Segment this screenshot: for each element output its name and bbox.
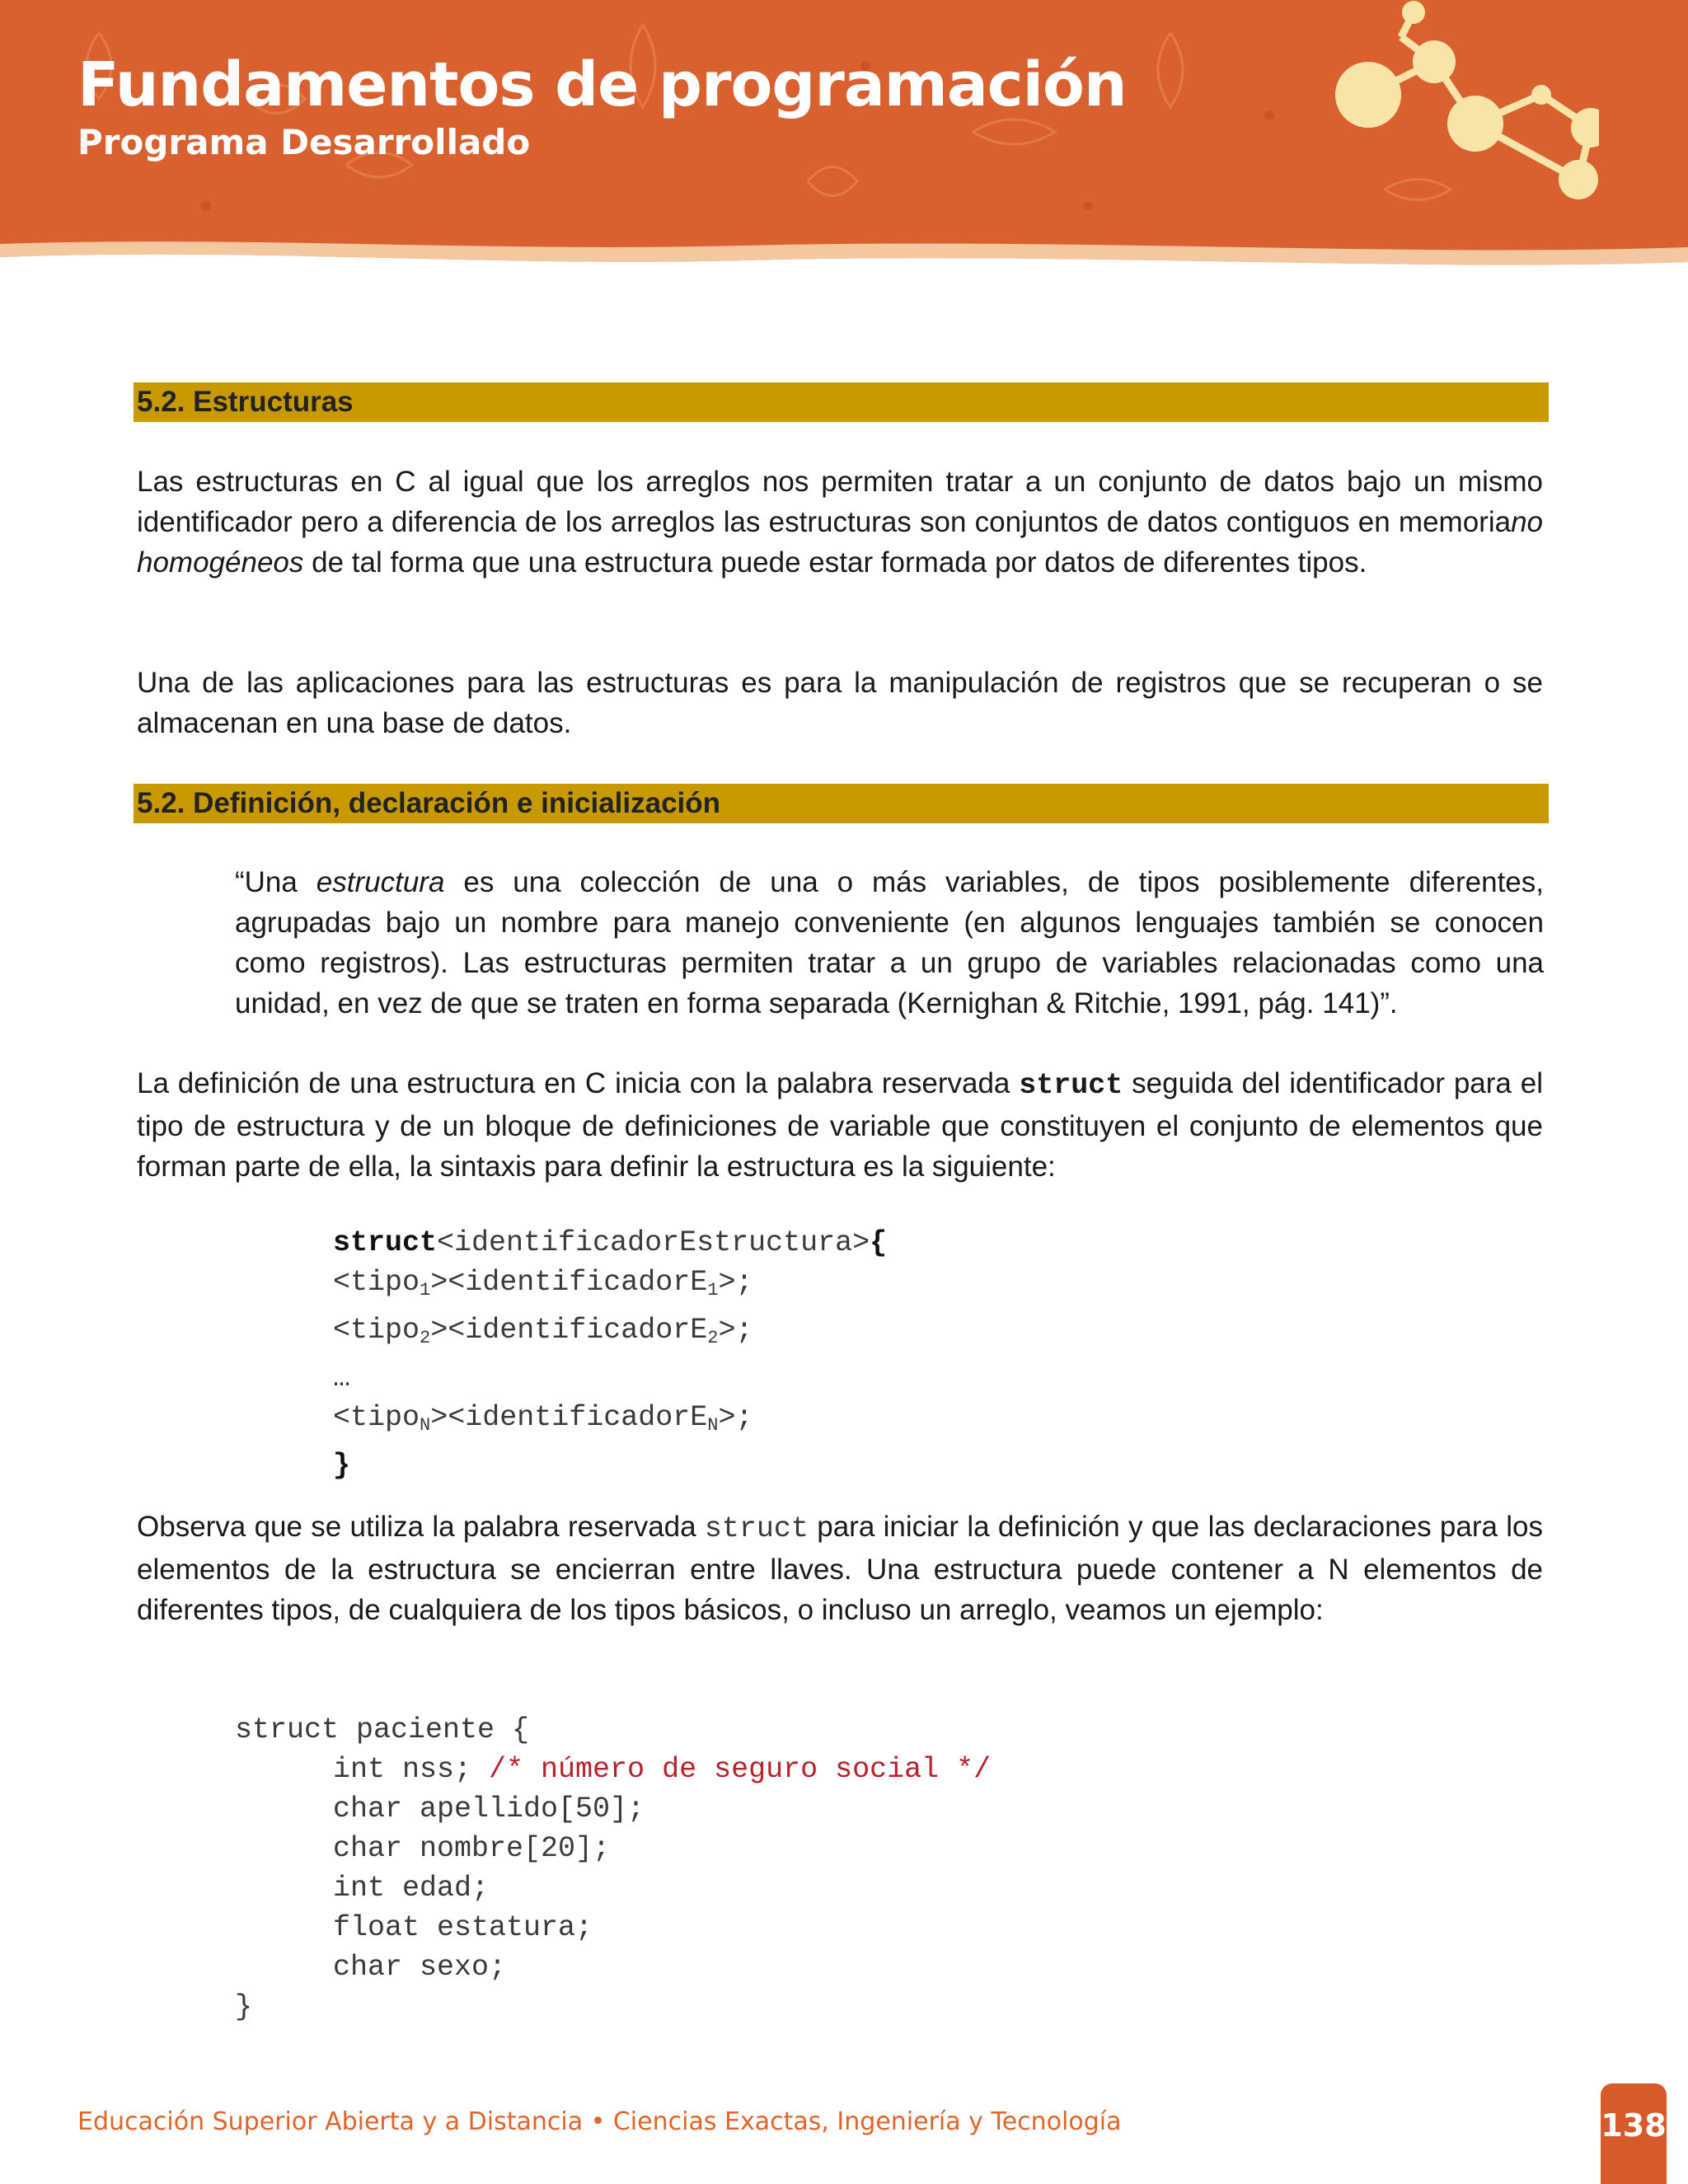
footer-institution: Educación Superior Abierta y a Distancia • Ciencias Exactas, Ingeniería y Tecnología: [77, 2107, 1122, 2136]
example-line: int edad;: [333, 1872, 490, 1905]
paragraph-observa: [137, 1507, 1543, 1630]
quote-text-start: “Una: [235, 866, 316, 898]
paragraph-observa-text-end: para iniciar la definición y que las declaraciones para los elementos de la estructura se encierran entre llaves. Una estructura puede contener a N elementos de diferentes tipos, de cualquiera de los tipos básicos, o incluso un arreglo, veamos un ejemplo:: [137, 1511, 1543, 1626]
example-line-nss: int nss; /* número de seguro social */: [333, 1753, 992, 1786]
syntax-line-2: <tipo$_2$><identificadorE$_2$>;: [333, 1314, 753, 1348]
paragraph-intro-text-end: de tal forma que una estructura puede estar formada por datos de diferentes tipos.: [303, 546, 1367, 579]
page-number: 138: [1601, 2107, 1667, 2144]
example-line: float estatura;: [333, 1911, 593, 1944]
example-code-block: [235, 1710, 991, 2027]
paragraph-intro: [137, 462, 1543, 583]
example-header: struct paciente {: [235, 1713, 530, 1746]
section-heading-definicion: 5.2. Definición, declaración e inicialización: [134, 784, 1549, 823]
quote-kernighan-ritchie: [235, 862, 1544, 1024]
syntax-line-n: <tipo$_N$><identificadorE$_N$>;: [333, 1401, 753, 1436]
quote-emphasis: estructura: [316, 866, 445, 898]
example-close: }: [235, 1990, 253, 2023]
syntax-line-1: <tipo$_1$><identificadorE$_1$>;: [333, 1266, 753, 1301]
page-number-tab: [1601, 2083, 1667, 2184]
section-heading-estructuras: 5.2. Estructuras: [134, 382, 1549, 422]
syntax-line-close: }: [333, 1449, 351, 1482]
paragraph-intro-text: Las estructuras en C al igual que los arreglos nos permiten tratar a un conjunto de datos bajo un mismo identificador pero a diferencia de los arreglos las estructuras son conjuntos de datos contiguos en memoria: [137, 466, 1543, 538]
paragraph-observa-text: Observa que se utiliza la palabra reservada: [137, 1511, 705, 1543]
paragraph-aplicaciones: Una de las aplicaciones para las estructuras es para la manipulación de registros que se recuperan o se almacenan en una base de datos.: [137, 667, 1543, 739]
example-line: char nombre[20];: [333, 1832, 611, 1865]
syntax-line-open: struct<identificadorEstructura>{: [333, 1226, 888, 1259]
quote-text-end: es una colección de una o más variables, de tipos posiblemente diferentes, agrupadas bajo un nombre para manejo conveniente (en algunos lenguajes también se conocen como registros). Las estructuras permiten tratar a un grupo de variables relacionadas como una unidad, en vez de que se traten en forma separada (Kernighan & Ritchie, 1991, pág. 141)”.: [235, 866, 1544, 1019]
paragraph-intro-emphasis: no homogéneos: [137, 506, 1543, 579]
example-line: char apellido[50];: [333, 1793, 645, 1825]
paragraph-definicion-text-end: seguida del identificador para el tipo de estructura y de un bloque de definiciones de variable que constituyen el conjunto de elementos que forman parte de ella, la sintaxis para definir la estructura es la siguiente:: [137, 1067, 1543, 1183]
struct-keyword-inline: struct: [704, 1512, 809, 1545]
paragraph-definicion-text: La definición de una estructura en C inicia con la palabra reservada: [137, 1067, 1020, 1099]
document-subtitle: Programa Desarrollado: [77, 122, 531, 162]
syntax-code-block: [333, 1223, 887, 1485]
paragraph-definicion: [137, 1063, 1543, 1187]
header-banner: [0, 0, 1688, 288]
document-title: Fundamentos de programación: [77, 49, 1127, 120]
syntax-ellipsis: …: [333, 1361, 351, 1394]
struct-keyword: struct: [1019, 1069, 1123, 1102]
example-line: char sexo;: [333, 1951, 507, 1984]
code-comment: /* número de seguro social */: [489, 1753, 992, 1786]
molecule-nodes-icon: [1269, 0, 1599, 214]
